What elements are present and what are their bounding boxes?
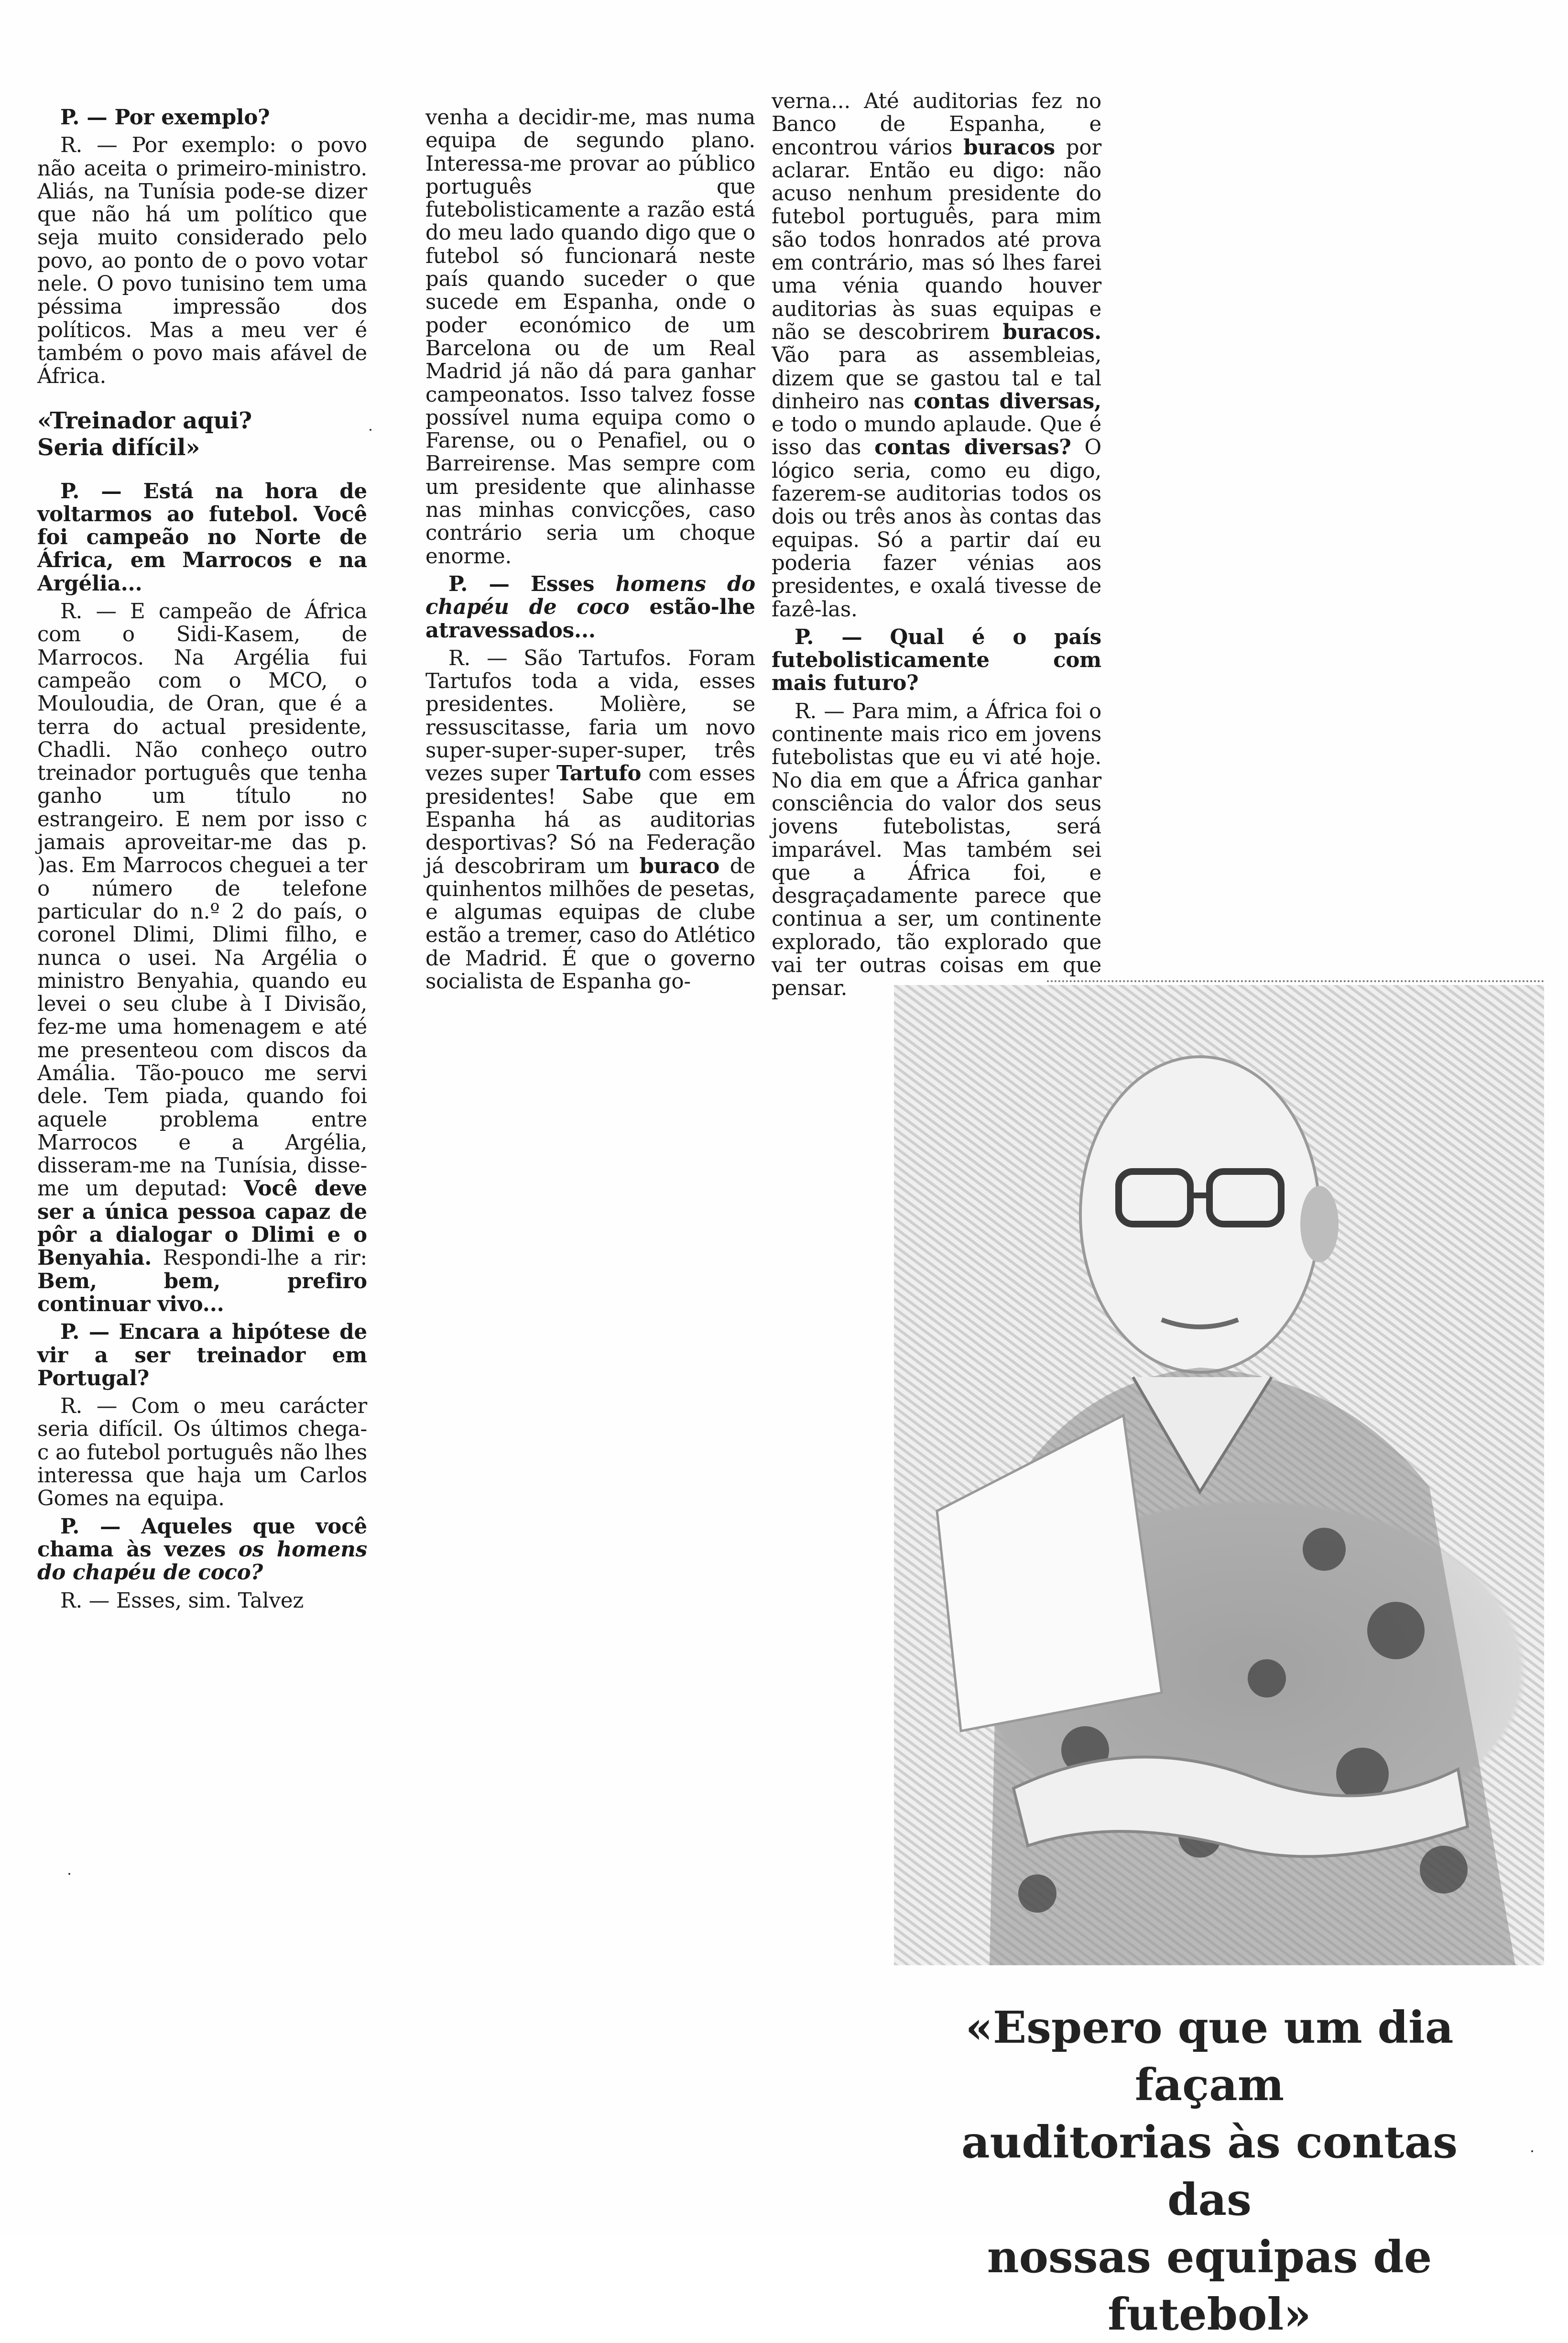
question-paragraph: P. — Está na hora de voltarmos ao futebol. Você foi campeão no Norte de África, em Marrocos e na Argélia... [37, 479, 367, 596]
answer-text: com esses presidentes! Sabe que em Espanha há as auditorias desportivas? Só na Federação já descobriram um [425, 762, 755, 878]
answer-bold-text: contas diversas? [874, 435, 1071, 460]
subheading-line-2: Seria difícil» [37, 434, 200, 461]
answer-text: O lógico seria, como eu digo, fazerem-se auditorias todos os dois ou três anos às contas das equipas. Só a partir daí eu poderia fazer vénias aos presidentes, e oxalá tivesse de fazê-las. [772, 436, 1101, 622]
answer-bold-text: buraco [639, 854, 720, 878]
question-paragraph [425, 573, 755, 642]
scan-speck: · [368, 421, 373, 439]
question-text: estão-lhe atravessados... [425, 595, 755, 643]
answer-bold-text: buracos [963, 135, 1055, 160]
question-paragraph [37, 1515, 367, 1585]
answer-text: verna... Até auditorias fez no Banco de Espanha, e encontrou vários [772, 89, 1101, 160]
question-paragraph: P. — Encara a hipótese de vir a ser treinador em Portugal? [37, 1320, 367, 1390]
answer-text: e todo o mundo aplaude. Que é isso das [772, 413, 1101, 460]
answer-text: R. — E campeão de África com o Sidi-Kasem, de Marrocos. Na Argélia fui campeão com o MCO, o Mouloudia, de Oran, que é a terra do actual presidente, Chadli. Não conheço outro treinador português que tenha ganho um título no estrangeiro. E nem por isso c jamais aproveitar-me das p. )as. Em Marrocos cheguei a ter o número de telefone particular do n.º 2 do país, o coronel Dlimi, Dlimi filho, e nunca o usei. Na Argélia o ministro Benyahia, quando eu levei o seu clube à I Divisão, fez-me uma homenagem e até me presenteou com discos da Amália. Tão-pouco me servi dele. Tem piada, quando foi aquele problema entre Marrocos e a Argélia, disseram-me na Tunísia, disse-me um deputad: [37, 600, 367, 1201]
article-column-1 [37, 106, 367, 1617]
answer-bold-text: Você deve ser a única pessoa capaz de pôr a dialogar o Dlimi e o Benyahia. [37, 1176, 367, 1270]
answer-text: de quinhentos milhões de pesetas, e algumas equipas de clube estão a tremer, caso do Atlético de Madrid. É que o governo socialista de Espanha go- [425, 854, 755, 994]
answer-bold-text: contas diversas, [914, 389, 1101, 414]
question-italic-text: homens do chapéu de coco [425, 571, 755, 620]
answer-text: Respondi-lhe a rir: [163, 1246, 367, 1270]
photo-caption [932, 1999, 1487, 2343]
answer-paragraph: venha a decidir-me, mas numa equipa de segundo plano. Interessa-me provar ao público português que futebolisticamente a razão está do meu lado quando digo que o futebol só funcionará neste país quando suceder o que sucede em Espanha, onde o poder económico de um Barcelona ou de um Real Madrid já não dá para ganhar campeonatos. Isso talvez fosse possível numa equipa como o Farense, ou o Penafiel, ou o Barreirense. Mas sempre com um presidente que alinhasse nas minhas convicções, caso contrário seria um choque enorme. [425, 106, 755, 569]
question-paragraph: P. — Por exemplo? [60, 105, 270, 130]
answer-paragraph: R. — Para mim, a África foi o continente mais rico em jovens futebolistas que eu vi até hoje. No dia em que a África ganhar consciência do valor dos seus jovens futebolistas, será imparável. Mas também sei que a África foi, e desgraçadamente parece que continua a ser, um continente explorado, tão explorado que vai ter outras coisas em que pensar. [772, 699, 1101, 1001]
question-italic-text: os homens do chapéu de coco? [37, 1537, 368, 1585]
question-text: P. — Aqueles que você chama às vezes [37, 1514, 367, 1562]
article-column-3 [772, 90, 1101, 1005]
answer-bold-text: Bem, bem, prefiro continuar vivo... [37, 1269, 367, 1316]
photo-illustration [894, 985, 1544, 1965]
answer-paragraph [425, 647, 755, 993]
interviewee-photo [894, 985, 1544, 1965]
answer-text: R. — São Tartufos. Foram Tartufos toda a vida, esses presidentes. Molière, se ressuscitasse, faria um novo super-super-super-super, três vezes super [425, 646, 755, 786]
answer-bold-text: buracos. [1002, 319, 1101, 344]
article-column-2 [425, 106, 755, 998]
answer-paragraph: R. — Por exemplo: o povo não aceita o primeiro-ministro. Aliás, na Tunísia pode-se dizer que não há um político que seja muito considerado pelo povo, ao ponto de o povo votar nele. O povo tunisino tem uma péssima impressão dos políticos. Mas a meu ver é também o povo mais afável de África. [37, 133, 367, 389]
subheading-line-1: «Treinador aqui? [37, 407, 252, 434]
photo-separator [1047, 980, 1544, 984]
question-paragraph: P. — Qual é o país futebolisticamente com mais futuro? [772, 624, 1101, 696]
question-text: P. — Esses [448, 571, 595, 596]
answer-paragraph [772, 90, 1101, 621]
scan-speck: · [1530, 2142, 1535, 2160]
answer-text: Vão para as assembleias, dizem que se gastou tal e tal dinheiro nas [772, 343, 1101, 414]
caption-line-1: «Espero que um dia façam [965, 2002, 1454, 2111]
answer-paragraph [37, 600, 367, 1316]
scan-speck: · [67, 1865, 72, 1883]
section-subheading [37, 407, 367, 461]
answer-paragraph: R. — Esses, sim. Talvez [60, 1588, 304, 1613]
answer-bold-text: Tartufo [556, 761, 642, 786]
caption-line-2: auditorias às contas das [961, 2116, 1458, 2225]
caption-line-3: nossas equipas de futebol» [987, 2231, 1432, 2340]
answer-paragraph: R. — Com o meu carácter seria difícil. Os últimos chega- c ao futebol português não lhes interessa que haja um Carlos Gomes na equipa. [37, 1394, 367, 1511]
answer-text: por aclarar. Então eu digo: não acuso nenhum presidente do futebol português, para mim são todos honrados até prova em contrário, mas só lhes farei uma vénia quando houver auditorias às suas equipas e não se descobrirem [772, 135, 1101, 344]
